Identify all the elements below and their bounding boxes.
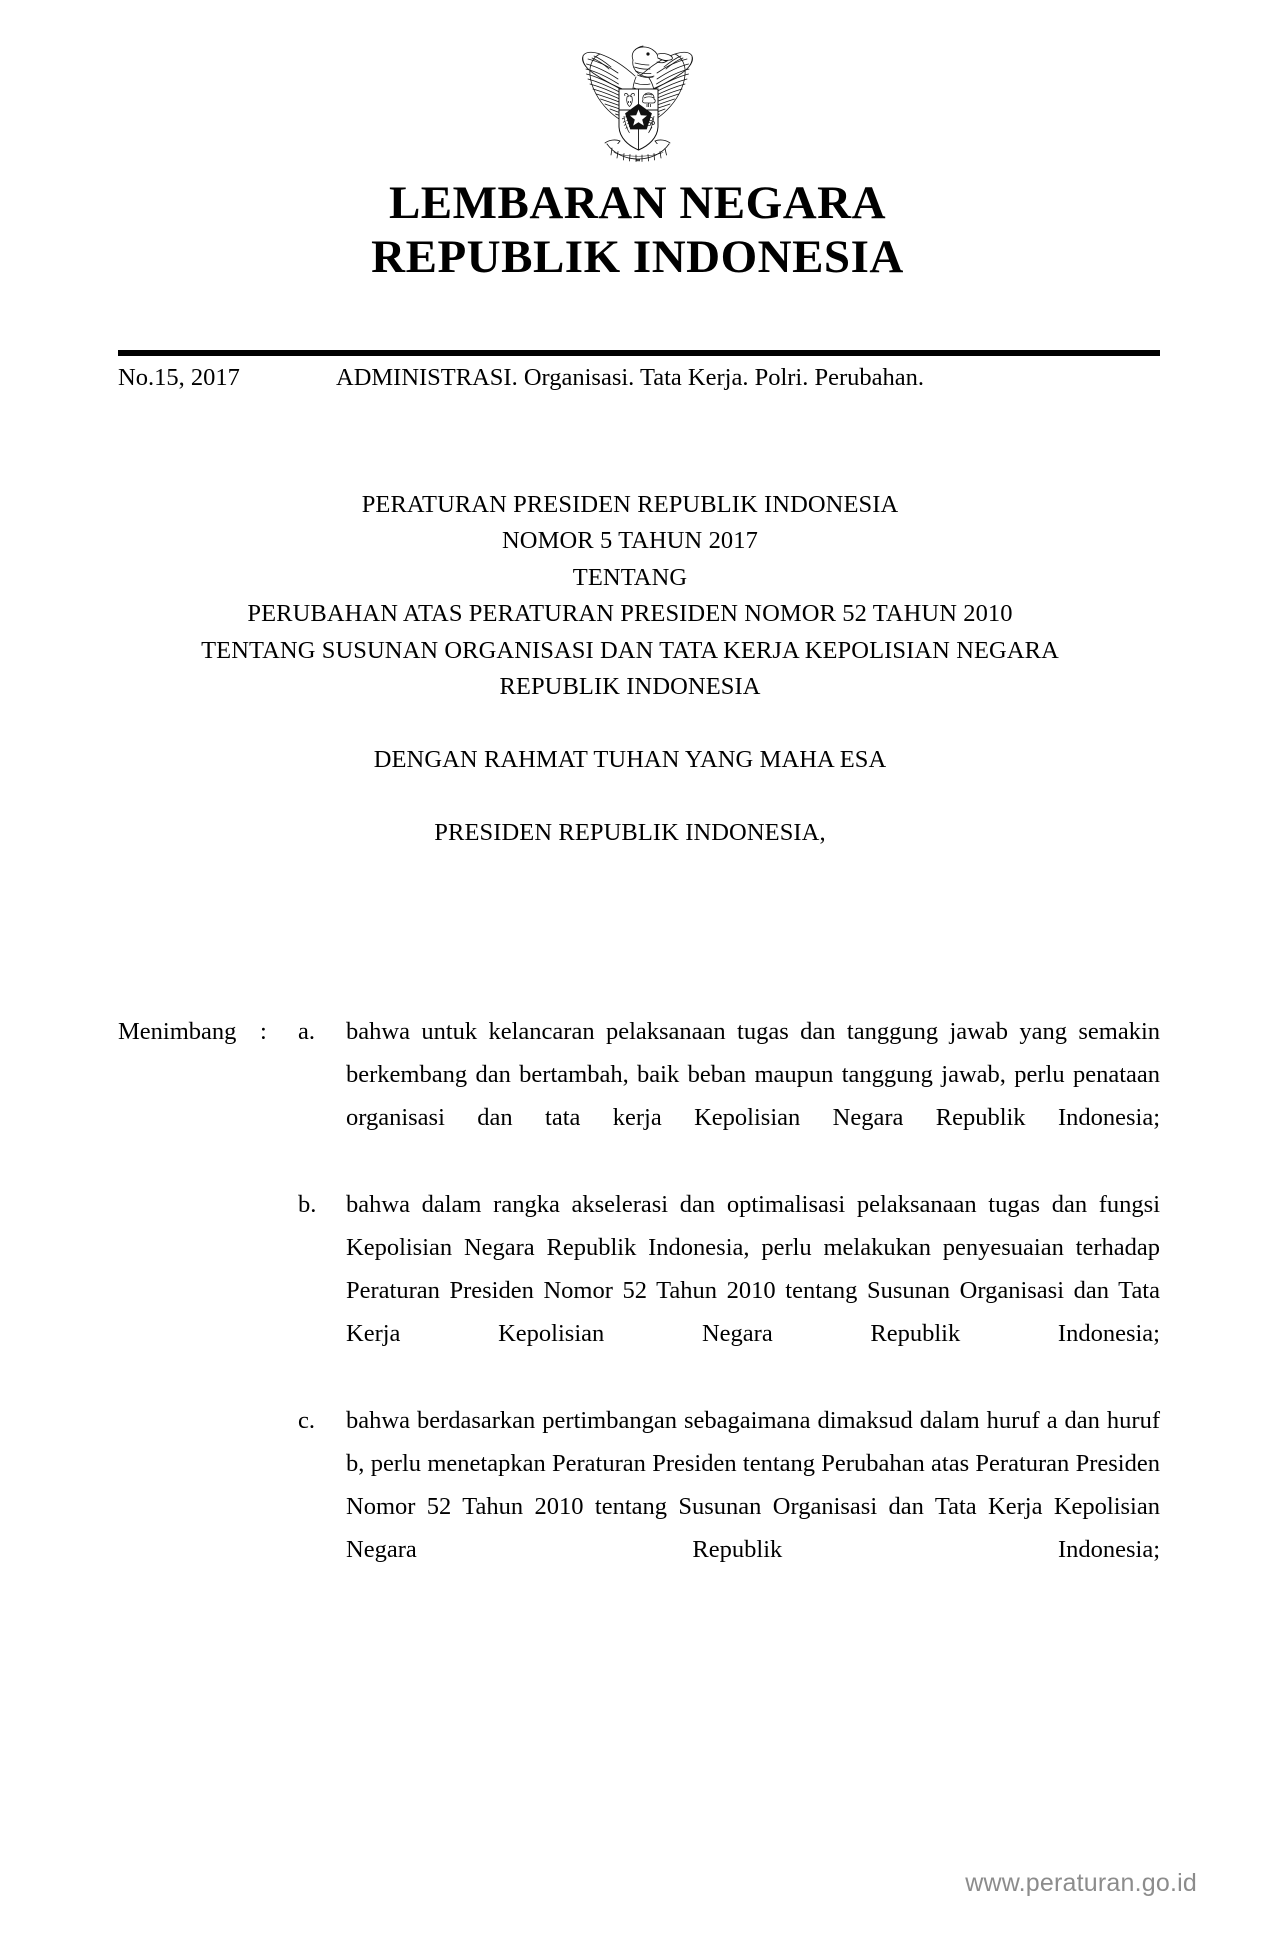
list-item-text: bahwa berdasarkan pertimbangan sebagaimana dimaksud dalam huruf a dan huruf b, perlu menetapkan Peraturan Presiden tentang Perubahan atas Peraturan Presiden Nomor 52 Tahun 2010 tentang Susunan Organisasi dan Tata Kerja Kepolisian Negara Republik Indonesia; <box>346 1406 1160 1564</box>
list-item <box>298 1183 1160 1399</box>
title-spacer-1 <box>130 705 1130 741</box>
title-line-2: NOMOR 5 TAHUN 2017 <box>502 527 758 555</box>
emblem-container <box>0 28 1275 176</box>
gazette-subject: ADMINISTRASI. Organisasi. Tata Kerja. Polri. Perubahan. <box>336 364 925 391</box>
considering-row <box>118 1010 1160 1615</box>
list-item-text: bahwa untuk kelancaran pelaksanaan tugas dan tanggung jawab yang semakin berkembang dan bertambah, baik beban maupun tanggung jawab, perlu penataan organisasi dan tata kerja Kepolisian Negara Republik Indonesia; <box>346 1018 1160 1132</box>
considering-section <box>118 1010 1160 1615</box>
considering-items <box>298 1010 1160 1615</box>
title-line-6: REPUBLIK INDONESIA <box>499 673 761 701</box>
footer-watermark: www.peraturan.go.id <box>965 1869 1197 1897</box>
masthead-line-2: REPUBLIK INDONESIA <box>371 231 904 283</box>
garuda-pancasila-emblem <box>560 28 715 176</box>
considering-colon: : <box>260 1018 267 1045</box>
gazette-number: No.15, 2017 <box>118 364 240 391</box>
authority-line: PRESIDEN REPUBLIK INDONESIA, <box>434 818 826 846</box>
considering-label: Menimbang <box>118 1018 237 1045</box>
list-item-letter: c. <box>298 1406 315 1434</box>
title-spacer-2 <box>130 778 1130 814</box>
title-block <box>130 487 1130 851</box>
footer <box>0 1869 1275 1898</box>
list-item <box>298 1010 1160 1183</box>
gazette-header <box>118 362 1160 394</box>
list-item-letter: a. <box>298 1018 315 1045</box>
header-divider <box>118 350 1160 356</box>
masthead-line-1: LEMBARAN NEGARA <box>388 177 887 229</box>
title-line-5: TENTANG SUSUNAN ORGANISASI DAN TATA KERJA KEPOLISIAN NEGARA <box>201 636 1059 664</box>
masthead <box>0 176 1275 284</box>
title-line-4: PERUBAHAN ATAS PERATURAN PRESIDEN NOMOR 52 TAHUN 2010 <box>247 600 1013 628</box>
title-line-3: TENTANG <box>572 563 688 591</box>
title-line-1: PERATURAN PRESIDEN REPUBLIK INDONESIA <box>361 491 899 518</box>
list-item-letter: b. <box>298 1190 317 1218</box>
list-item <box>298 1399 1160 1615</box>
list-item-text: bahwa dalam rangka akselerasi dan optimalisasi pelaksanaan tugas dan fungsi Kepolisian Negara Republik Indonesia, perlu melakukan penyesuaian terhadap Peraturan Presiden Nomor 52 Tahun 2010 tentang Susunan Organisasi dan Tata Kerja Kepolisian Negara Republik Indonesia; <box>346 1190 1160 1348</box>
invocation-line: DENGAN RAHMAT TUHAN YANG MAHA ESA <box>373 745 887 773</box>
